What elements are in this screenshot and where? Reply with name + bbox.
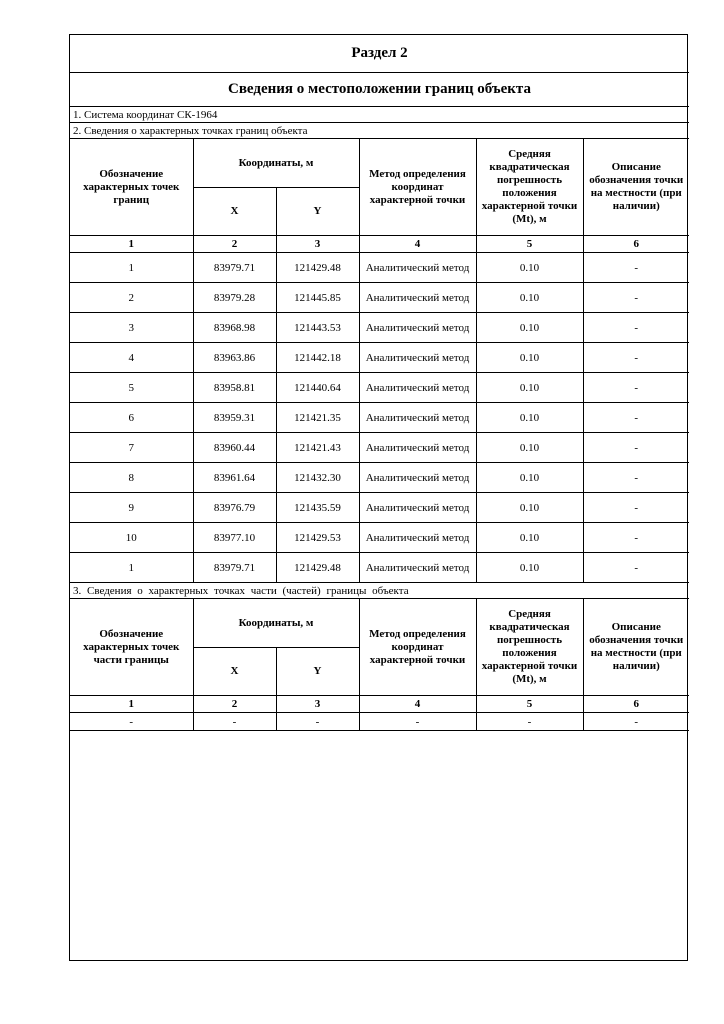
- cell-mean-error: 0.10: [476, 283, 583, 313]
- cell-method: Аналитический метод: [359, 283, 476, 313]
- table-row: [70, 253, 689, 283]
- cell-x: 83979.28: [193, 283, 276, 313]
- table-row: [70, 283, 689, 313]
- cell-method: Аналитический метод: [359, 343, 476, 373]
- cell-x: 83958.81: [193, 373, 276, 403]
- cell-description: -: [583, 283, 689, 313]
- cell-method: Аналитический метод: [359, 253, 476, 283]
- cell-point-number: 1: [70, 553, 193, 583]
- cell-point-number: 1: [70, 253, 193, 283]
- column-number: 5: [476, 236, 583, 253]
- header-part-method: Метод определения координат характерной точки: [359, 599, 476, 696]
- cell-method: Аналитический метод: [359, 373, 476, 403]
- cell-point-number: 8: [70, 463, 193, 493]
- cell-mean-error: 0.10: [476, 373, 583, 403]
- table-row: [70, 523, 689, 553]
- cell-point-number: 4: [70, 343, 193, 373]
- cell-y: 121432.30: [276, 463, 359, 493]
- cell-description: -: [583, 313, 689, 343]
- cell-method: Аналитический метод: [359, 493, 476, 523]
- cell-x: 83960.44: [193, 433, 276, 463]
- cell-description: -: [583, 553, 689, 583]
- header-part-mean-error: Средняя квадратическая погрешность положения характерной точки (Mt), м: [476, 599, 583, 696]
- form-table: [70, 35, 689, 731]
- cell-mean-error: 0.10: [476, 343, 583, 373]
- column-number: 6: [583, 236, 689, 253]
- cell-description: -: [583, 493, 689, 523]
- cell-description: -: [583, 463, 689, 493]
- header-x: X: [193, 188, 276, 236]
- part-cell-y: -: [276, 713, 359, 731]
- part-cell-method: -: [359, 713, 476, 731]
- header-part-point-description: Описание обозначения точки на местности (при наличии): [583, 599, 689, 696]
- column-number: 2: [193, 696, 276, 713]
- cell-description: -: [583, 373, 689, 403]
- cell-x: 83976.79: [193, 493, 276, 523]
- cell-y: 121440.64: [276, 373, 359, 403]
- cell-description: -: [583, 403, 689, 433]
- header-point-description: Описание обозначения точки на местности (при наличии): [583, 139, 689, 236]
- cell-point-number: 7: [70, 433, 193, 463]
- column-number: 1: [70, 236, 193, 253]
- cell-mean-error: 0.10: [476, 403, 583, 433]
- part-cell-mt: -: [476, 713, 583, 731]
- cell-x: 83979.71: [193, 253, 276, 283]
- header-mean-error: Средняя квадратическая погрешность положения характерной точки (Mt), м: [476, 139, 583, 236]
- cell-point-number: 3: [70, 313, 193, 343]
- coordinate-system-line: 1. Система координат СК-1964: [70, 107, 689, 123]
- cell-y: 121421.35: [276, 403, 359, 433]
- cell-description: -: [583, 253, 689, 283]
- cell-y: 121435.59: [276, 493, 359, 523]
- cell-method: Аналитический метод: [359, 433, 476, 463]
- cell-point-number: 5: [70, 373, 193, 403]
- cell-mean-error: 0.10: [476, 433, 583, 463]
- cell-mean-error: 0.10: [476, 493, 583, 523]
- column-number: 6: [583, 696, 689, 713]
- cell-mean-error: 0.10: [476, 313, 583, 343]
- column-number: 1: [70, 696, 193, 713]
- cell-point-number: 6: [70, 403, 193, 433]
- cell-description: -: [583, 433, 689, 463]
- table-row: [70, 433, 689, 463]
- cell-method: Аналитический метод: [359, 313, 476, 343]
- header-part-y: Y: [276, 648, 359, 696]
- cell-method: Аналитический метод: [359, 523, 476, 553]
- table-row: [70, 313, 689, 343]
- cell-description: -: [583, 523, 689, 553]
- cell-description: -: [583, 343, 689, 373]
- part-cell-description: -: [583, 713, 689, 731]
- column-number: 2: [193, 236, 276, 253]
- cell-y: 121443.53: [276, 313, 359, 343]
- cell-y: 121421.43: [276, 433, 359, 463]
- cell-y: 121429.48: [276, 253, 359, 283]
- table-row: [70, 373, 689, 403]
- cell-mean-error: 0.10: [476, 253, 583, 283]
- header-part-coordinates: Координаты, м: [193, 599, 359, 648]
- parts-section-heading: 3. Сведения о характерных точках части (частей) границы объекта: [70, 583, 689, 599]
- cell-x: 83968.98: [193, 313, 276, 343]
- points-section-heading: 2. Сведения о характерных точках границ объекта: [70, 123, 689, 139]
- column-number: 3: [276, 236, 359, 253]
- part-cell-x: -: [193, 713, 276, 731]
- column-number: 4: [359, 696, 476, 713]
- document-sheet: [69, 34, 688, 961]
- part-empty-row: [70, 713, 689, 731]
- cell-y: 121442.18: [276, 343, 359, 373]
- cell-method: Аналитический метод: [359, 463, 476, 493]
- column-number: 3: [276, 696, 359, 713]
- table-row: [70, 343, 689, 373]
- header-y: Y: [276, 188, 359, 236]
- cell-point-number: 2: [70, 283, 193, 313]
- cell-mean-error: 0.10: [476, 463, 583, 493]
- header-coordinates: Координаты, м: [193, 139, 359, 188]
- column-number: 4: [359, 236, 476, 253]
- cell-y: 121429.53: [276, 523, 359, 553]
- header-part-x: X: [193, 648, 276, 696]
- cell-mean-error: 0.10: [476, 553, 583, 583]
- cell-method: Аналитический метод: [359, 553, 476, 583]
- column-number-row: [70, 236, 689, 253]
- table-row: [70, 403, 689, 433]
- section-title: Раздел 2: [70, 35, 689, 73]
- part-column-number-row: [70, 696, 689, 713]
- cell-x: 83977.10: [193, 523, 276, 553]
- cell-x: 83959.31: [193, 403, 276, 433]
- cell-y: 121445.85: [276, 283, 359, 313]
- cell-x: 83963.86: [193, 343, 276, 373]
- cell-point-number: 10: [70, 523, 193, 553]
- cell-y: 121429.48: [276, 553, 359, 583]
- header-part-point-designation: Обозначение характерных точек части границы: [70, 599, 193, 696]
- cell-method: Аналитический метод: [359, 403, 476, 433]
- header-point-designation: Обозначение характерных точек границ: [70, 139, 193, 236]
- part-cell-point: -: [70, 713, 193, 731]
- column-number: 5: [476, 696, 583, 713]
- table-row: [70, 493, 689, 523]
- document-subtitle: Сведения о местоположении границ объекта: [70, 73, 689, 107]
- cell-point-number: 9: [70, 493, 193, 523]
- cell-mean-error: 0.10: [476, 523, 583, 553]
- cell-x: 83979.71: [193, 553, 276, 583]
- table-row: [70, 553, 689, 583]
- table-row: [70, 463, 689, 493]
- header-method: Метод определения координат характерной точки: [359, 139, 476, 236]
- cell-x: 83961.64: [193, 463, 276, 493]
